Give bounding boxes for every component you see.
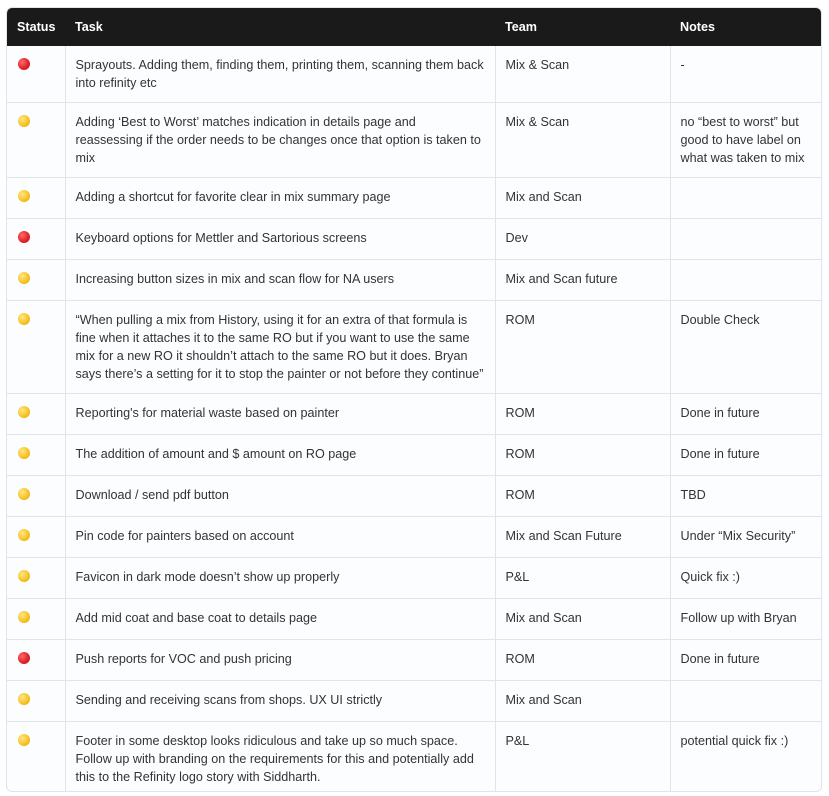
status-cell	[7, 681, 65, 722]
table-row[interactable]	[7, 178, 821, 219]
status-cell	[7, 103, 65, 178]
team-cell[interactable]: Mix & Scan	[495, 46, 670, 103]
team-cell[interactable]: Mix and Scan Future	[495, 517, 670, 558]
table-row[interactable]	[7, 640, 821, 681]
yellow-circle-icon	[18, 611, 30, 623]
team-cell[interactable]: ROM	[495, 301, 670, 394]
notes-cell[interactable]	[670, 260, 821, 301]
team-cell[interactable]: Dev	[495, 219, 670, 260]
team-cell[interactable]: Mix and Scan	[495, 178, 670, 219]
notes-cell[interactable]: TBD	[670, 476, 821, 517]
team-cell[interactable]: Mix & Scan	[495, 103, 670, 178]
yellow-circle-icon	[18, 529, 30, 541]
header-row	[7, 8, 821, 46]
task-cell[interactable]: Adding a shortcut for favorite clear in mix summary page	[65, 178, 495, 219]
yellow-circle-icon	[18, 447, 30, 459]
status-cell	[7, 260, 65, 301]
task-table	[7, 8, 821, 792]
task-cell[interactable]: Adding ‘Best to Worst’ matches indication in details page and reassessing if the order needs to be changes once that option is taken to mix	[65, 103, 495, 178]
team-cell[interactable]: ROM	[495, 640, 670, 681]
team-cell[interactable]: ROM	[495, 394, 670, 435]
status-cell	[7, 46, 65, 103]
notes-cell[interactable]	[670, 219, 821, 260]
status-cell	[7, 722, 65, 793]
task-cell[interactable]: Pin code for painters based on account	[65, 517, 495, 558]
status-cell	[7, 558, 65, 599]
status-cell	[7, 476, 65, 517]
table-row[interactable]	[7, 558, 821, 599]
status-cell	[7, 599, 65, 640]
status-cell	[7, 517, 65, 558]
notes-cell[interactable]: Done in future	[670, 640, 821, 681]
table-row[interactable]	[7, 722, 821, 793]
task-cell[interactable]: Download / send pdf button	[65, 476, 495, 517]
yellow-circle-icon	[18, 190, 30, 202]
yellow-circle-icon	[18, 570, 30, 582]
table-header	[7, 8, 821, 46]
task-cell[interactable]: The addition of amount and $ amount on RO page	[65, 435, 495, 476]
team-cell[interactable]: P&L	[495, 558, 670, 599]
table-row[interactable]	[7, 301, 821, 394]
notes-cell[interactable]: Done in future	[670, 394, 821, 435]
yellow-circle-icon	[18, 406, 30, 418]
table-row[interactable]	[7, 260, 821, 301]
red-circle-icon	[18, 58, 30, 70]
yellow-circle-icon	[18, 693, 30, 705]
yellow-circle-icon	[18, 272, 30, 284]
status-cell	[7, 435, 65, 476]
table-row[interactable]	[7, 681, 821, 722]
notes-cell[interactable]: Done in future	[670, 435, 821, 476]
task-cell[interactable]: Sending and receiving scans from shops. UX UI strictly	[65, 681, 495, 722]
yellow-circle-icon	[18, 488, 30, 500]
yellow-circle-icon	[18, 734, 30, 746]
notes-cell[interactable]: potential quick fix :)	[680, 734, 789, 748]
table-row[interactable]	[7, 599, 821, 640]
red-circle-icon	[18, 231, 30, 243]
table-row[interactable]	[7, 46, 821, 103]
task-cell[interactable]: Reporting's for material waste based on painter	[65, 394, 495, 435]
task-cell[interactable]: Sprayouts. Adding them, finding them, printing them, scanning them back into refinity etc	[65, 46, 495, 103]
status-cell	[7, 640, 65, 681]
team-cell[interactable]: ROM	[495, 476, 670, 517]
status-cell	[7, 301, 65, 394]
yellow-circle-icon	[18, 313, 30, 325]
table-body	[7, 46, 821, 792]
task-cell[interactable]: Favicon in dark mode doesn’t show up properly	[65, 558, 495, 599]
table-row[interactable]	[7, 219, 821, 260]
status-cell	[7, 178, 65, 219]
red-circle-icon	[18, 652, 30, 664]
column-header-team[interactable]: Team	[505, 20, 537, 34]
team-cell[interactable]: P&L	[495, 722, 670, 793]
task-table-container	[6, 7, 822, 792]
task-cell[interactable]: Add mid coat and base coat to details page	[65, 599, 495, 640]
table-row[interactable]	[7, 435, 821, 476]
status-cell	[7, 394, 65, 435]
notes-cell[interactable]: Quick fix :)	[670, 558, 821, 599]
team-cell[interactable]: Mix and Scan	[495, 599, 670, 640]
status-cell	[7, 219, 65, 260]
team-cell[interactable]: Mix and Scan future	[495, 260, 670, 301]
task-cell[interactable]: Keyboard options for Mettler and Sartorious screens	[65, 219, 495, 260]
notes-cell[interactable]: no “best to worst” but good to have label on what was taken to mix	[670, 103, 821, 178]
notes-cell[interactable]	[670, 178, 821, 219]
table-row[interactable]	[7, 103, 821, 178]
table-row[interactable]	[7, 517, 821, 558]
notes-cell[interactable]	[670, 681, 821, 722]
table-row[interactable]	[7, 394, 821, 435]
task-cell[interactable]: Push reports for VOC and push pricing	[65, 640, 495, 681]
team-cell[interactable]: Mix and Scan	[495, 681, 670, 722]
column-header-notes[interactable]: Notes	[680, 20, 715, 34]
notes-cell[interactable]: -	[670, 46, 821, 103]
column-header-status[interactable]: Status	[17, 20, 56, 34]
column-header-task[interactable]: Task	[75, 20, 103, 34]
task-cell[interactable]: “When pulling a mix from History, using it for an extra of that formula is fine when it attaches it to the same RO but if you want to use the same mix for a new RO it shouldn’t attach to the same RO but it does. Bryan says there’s a setting for it to stop the painter or not before they continue”	[65, 301, 495, 394]
notes-cell[interactable]: Under “Mix Security”	[670, 517, 821, 558]
notes-cell[interactable]: Follow up with Bryan	[670, 599, 821, 640]
task-cell[interactable]: Footer in some desktop looks ridiculous and take up so much space. Follow up with branding on the requirements for this and potentially add this to the Refinity logo story with Siddharth.	[65, 722, 495, 793]
table-row[interactable]	[7, 476, 821, 517]
yellow-circle-icon	[18, 115, 30, 127]
task-cell[interactable]: Increasing button sizes in mix and scan flow for NA users	[65, 260, 495, 301]
team-cell[interactable]: ROM	[495, 435, 670, 476]
notes-cell[interactable]: Double Check	[670, 301, 821, 394]
